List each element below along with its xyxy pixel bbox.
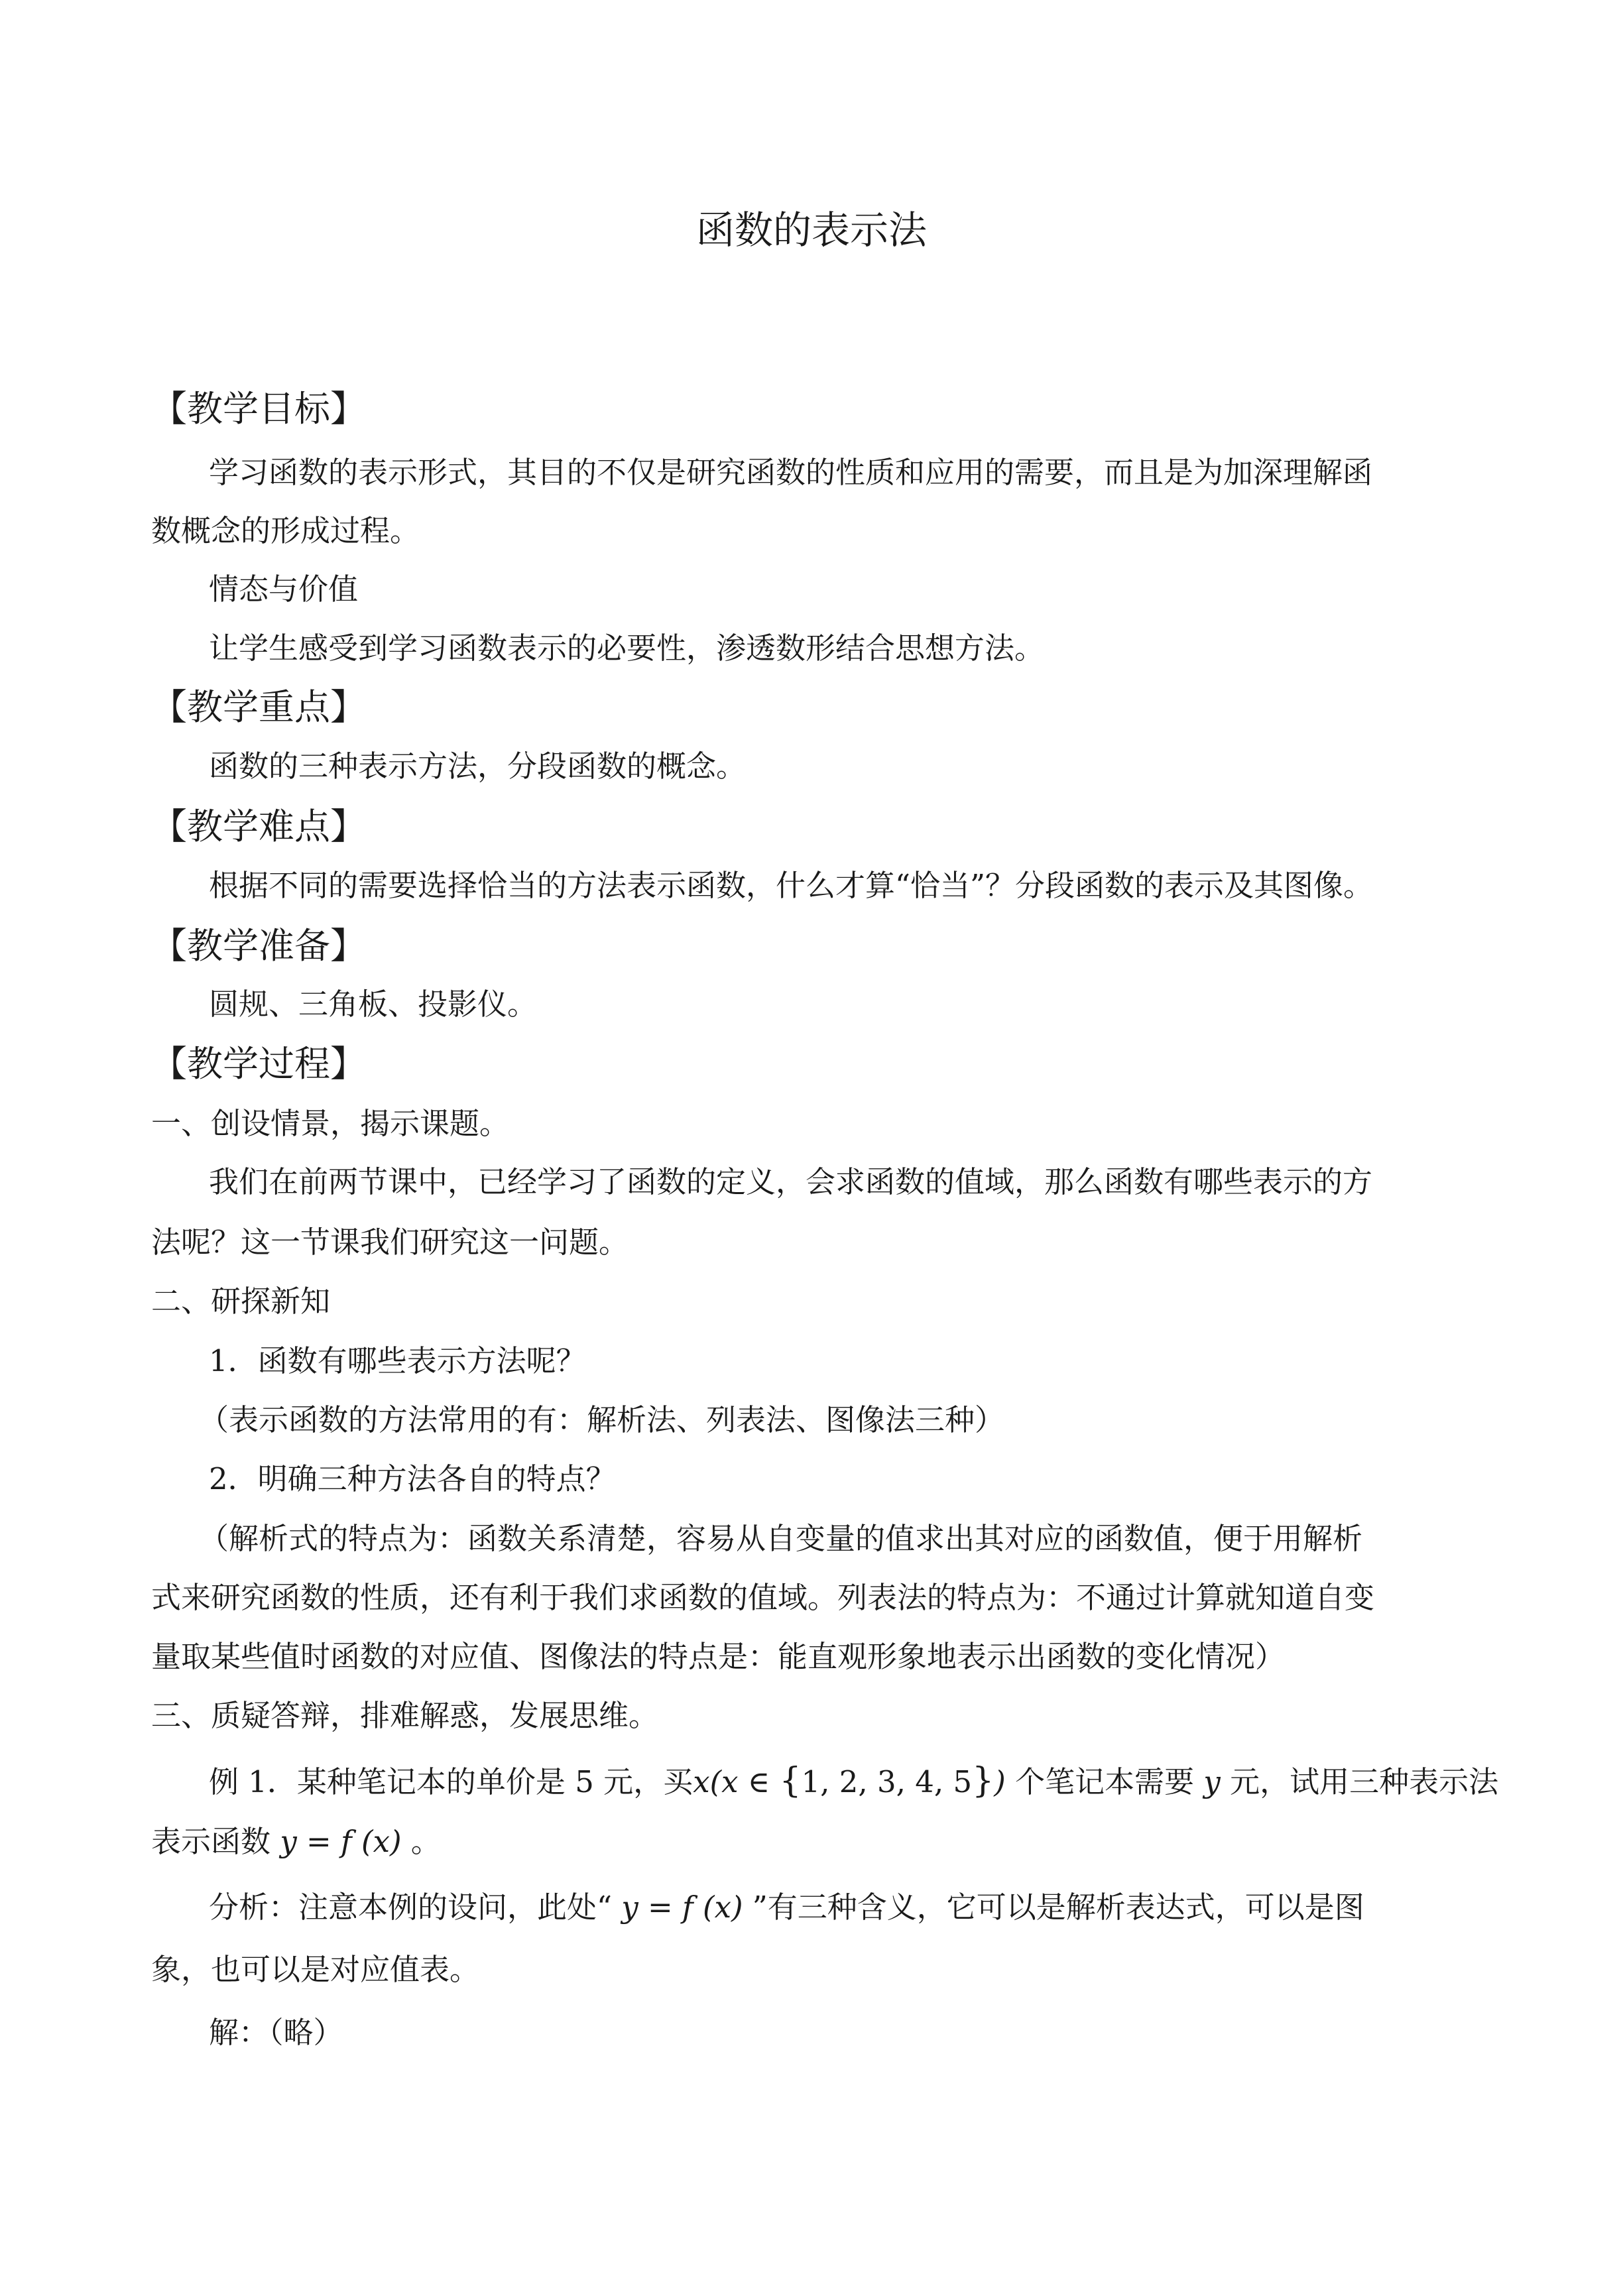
- process-part1-title: 一、创设情景，揭示课题。: [151, 1106, 510, 1141]
- solution-text: 解：（略）: [209, 2015, 343, 2050]
- process-part2-title: 二、研探新知: [151, 1284, 331, 1319]
- right-brace-icon: }: [972, 1761, 994, 1801]
- objectives-para1-line1: 学习函数的表示形式，其目的不仅是研究函数的性质和应用的需要，而且是为加深理解函: [209, 455, 1373, 490]
- example1-line2-math: y = f (x): [280, 1824, 402, 1859]
- difficulties-text: 根据不同的需要选择恰当的方法表示函数，什么才算“恰当”？分段函数的表示及其图像。: [209, 868, 1374, 903]
- left-brace-icon: {: [779, 1761, 802, 1801]
- example1-math-x: x: [693, 1764, 710, 1799]
- page-title: 函数的表示法: [695, 208, 927, 253]
- preparation-text: 圆规、三角板、投影仪。: [209, 987, 538, 1022]
- example1-line2: [151, 1824, 441, 1859]
- objectives-para2: 让学生感受到学习函数表示的必要性，渗透数形结合思想方法。: [209, 631, 1045, 666]
- example1-prefix: 例 1．某种笔记本的单价是 5 元，买: [209, 1764, 693, 1799]
- key-points-text: 函数的三种表示方法，分段函数的概念。: [209, 749, 747, 784]
- process-answer2-line3: 量取某些值时函数的对应值、图像法的特点是：能直观形象地表示出函数的变化情况）: [151, 1639, 1286, 1674]
- heading-preparation: 【教学准备】: [151, 925, 366, 967]
- analysis-line2: 象，也可以是对应值表。: [151, 1952, 480, 1987]
- process-answer1: （表示函数的方法常用的有：解析法、列表法、图像法三种）: [199, 1402, 1005, 1437]
- analysis-suffix: ”有三种含义，它可以是解析表达式，可以是图: [743, 1890, 1364, 1925]
- heading-objectives: 【教学目标】: [151, 388, 366, 430]
- example1-math-y: y: [1203, 1764, 1221, 1799]
- objectives-subheading: 情态与价值: [209, 572, 359, 607]
- process-question2: 2．明确三种方法各自的特点？: [209, 1461, 616, 1496]
- process-question1: 1．函数有哪些表示方法呢？: [209, 1343, 586, 1378]
- example1-line2-prefix: 表示函数: [151, 1824, 280, 1859]
- heading-key-points: 【教学重点】: [151, 686, 366, 728]
- example1-mid: 个笔记本需要: [1005, 1764, 1204, 1799]
- process-answer2-line2: 式来研究函数的性质，还有利于我们求函数的值域。列表法的特点为：不通过计算就知道自变: [151, 1580, 1375, 1615]
- example1-set-items: 1, 2, 3, 4, 5: [801, 1764, 973, 1799]
- analysis-math: y = f (x): [621, 1890, 743, 1925]
- objectives-para1-line2: 数概念的形成过程。: [151, 513, 420, 548]
- example1-line1: [209, 1761, 1499, 1801]
- example1-set-close: ): [994, 1764, 1006, 1799]
- heading-difficulties: 【教学难点】: [151, 806, 366, 847]
- analysis-line1: [209, 1890, 1364, 1925]
- example1-line2-suffix: 。: [401, 1824, 441, 1859]
- process-answer2-line1: （解析式的特点为：函数关系清楚，容易从自变量的值求出其对应的函数值，便于用解析: [199, 1521, 1363, 1556]
- heading-process: 【教学过程】: [151, 1043, 366, 1085]
- process-part3-title: 三、质疑答辩，排难解惑，发展思维。: [151, 1698, 659, 1733]
- process-part1-line1: 我们在前两节课中，已经学习了函数的定义，会求函数的值域，那么函数有哪些表示的方: [209, 1164, 1373, 1199]
- analysis-prefix: 分析：注意本例的设问，此处“: [209, 1890, 622, 1925]
- example1-suffix: 元，试用三种表示法: [1220, 1764, 1499, 1799]
- example1-set-open: (x ∈: [709, 1764, 780, 1799]
- process-part1-line2: 法呢？这一节课我们研究这一问题。: [151, 1225, 629, 1260]
